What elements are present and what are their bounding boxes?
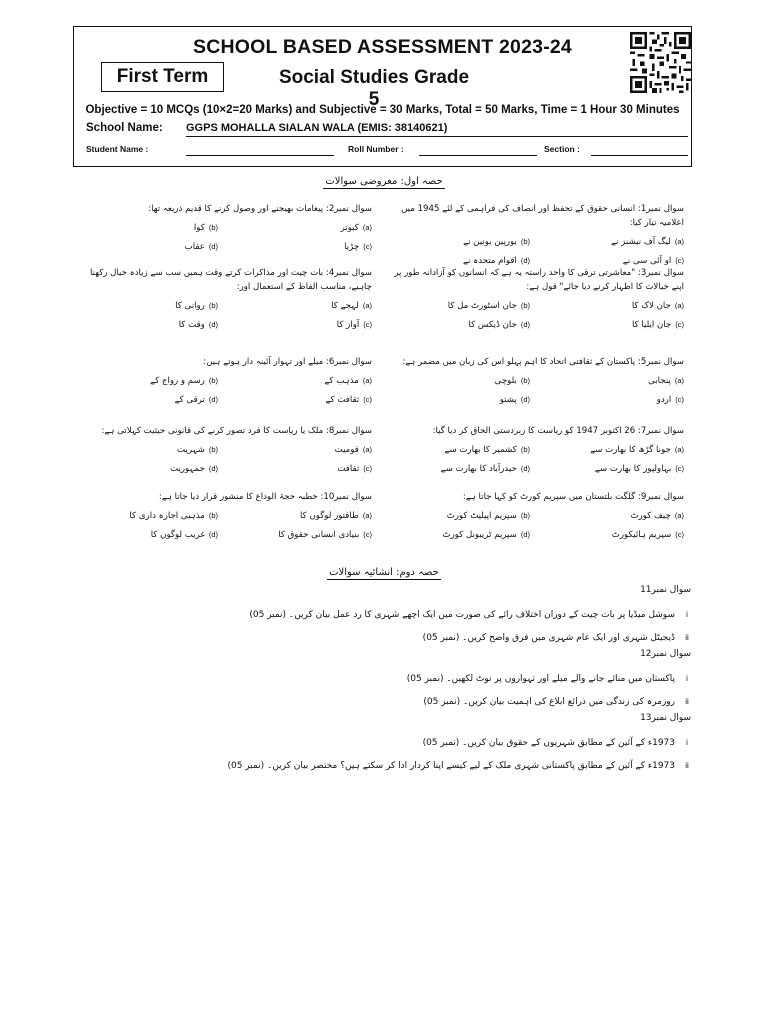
mcq-option[interactable]: (c) آواز کا (336, 320, 372, 330)
subjective-part: ii ڈیجیٹل شہری اور ایک عام شہری میں فرق واضح کریں۔ (نمبر 05) (422, 632, 689, 643)
mcq-option[interactable]: (c) او آئی سی نے (622, 256, 684, 266)
section-2-title: حصہ دوم: انشائیہ سوالات (329, 567, 439, 578)
mcq-option[interactable]: (a) مذہب کے (324, 376, 372, 386)
mcq-option[interactable]: (b) شہریت (177, 445, 218, 455)
mcq-option[interactable]: (c) ثقافت (337, 464, 372, 474)
mcq-question: سوال نمبر1: انسانی حقوق کے تحفظ اور انصاف کی فراہمی کے لئے 1945 میں اعلامیہ تیار کیا: (401, 204, 684, 228)
mcq-6 (72, 355, 372, 407)
mcq-question: سوال نمبر7: 26 اکتوبر 1947 کو ریاست کا زبردستی الحاق کر دیا گیا: (432, 426, 684, 436)
mcq-option[interactable]: (a) لہجے کا (331, 301, 372, 311)
mcq-question: سوال نمبر5: پاکستان کے ثقافتی اتحاد کا اہم پہلو اس کی زبان میں مضمر ہے: (402, 357, 684, 367)
mcq-option[interactable]: (c) چڑیا (344, 242, 372, 252)
mcq-2 (72, 202, 372, 254)
mcq-option[interactable]: (a) لیگ آف نیشنز نے (611, 237, 684, 247)
school-name-value: GGPS MOHALLA SIALAN WALA (EMIS: 38140621) (186, 122, 688, 137)
mcq-option[interactable]: (b) سپریم اپیلیٹ کورٹ (446, 511, 530, 521)
mcq-10 (72, 490, 372, 542)
subjective-question-head: سوال نمبر11 (640, 585, 691, 595)
subjective-part: i 1973ء کے آئین کے مطابق شہریوں کے حقوق بیان کریں۔ (نمبر 05) (422, 737, 688, 748)
mcq-option[interactable]: (d) غریب لوگوں کا (150, 530, 218, 540)
mcq-option[interactable]: (b) رسم و رواج کے (150, 376, 218, 386)
mcq-option[interactable]: (a) جان لاک کا (631, 301, 684, 311)
mcq-option[interactable]: (b) مذہبی اجارہ داری کا (129, 511, 218, 521)
exam-title: SCHOOL BASED ASSESSMENT 2023-24 (193, 36, 572, 58)
mcq-option[interactable]: (b) روانی کا (175, 301, 218, 311)
mcq-option[interactable]: (a) جونا گڑھ کا بھارت سے (590, 445, 684, 455)
mcq-option[interactable]: (d) اقوام متحدہ نے (463, 256, 530, 266)
student-name-label: Student Name : (86, 144, 149, 154)
mcq-option[interactable]: (b) جان اسٹورٹ مل کا (447, 301, 530, 311)
section-field[interactable] (591, 155, 688, 156)
school-name-label: School Name: (86, 122, 163, 134)
subjective-part: i سوشل میڈیا پر بات چیت کے دوران اختلاف رائے کی صورت میں ایک اچھے شہری کا رد عمل بیان کریں۔ (نمبر 05) (249, 609, 688, 620)
mcq-option[interactable]: (c) اردو (656, 395, 684, 405)
mcq-option[interactable]: (d) ترقی کے (174, 395, 218, 405)
mcq-option[interactable]: (b) بلوچی (494, 376, 530, 386)
mcq-option[interactable]: (d) جمہوریت (170, 464, 218, 474)
mcq-option[interactable]: (c) بنیادی انسانی حقوق کا (278, 530, 372, 540)
mcq-question: سوال نمبر6: میلے اور تہوار آئینہ دار ہوتے ہیں: (203, 357, 372, 367)
mcq-option[interactable]: (d) جان ڈیکس کا (468, 320, 530, 330)
mcq-9 (384, 490, 684, 542)
mcq-option[interactable]: (b) کوا (193, 223, 218, 233)
mcq-4 (72, 266, 372, 332)
mcq-option[interactable]: (c) سپریم ہائیکورٹ (611, 530, 684, 540)
mcq-8 (72, 424, 372, 476)
mcq-option[interactable]: (a) قومیت (334, 445, 372, 455)
mcq-question: سوال نمبر9: گلگت بلتستان میں سپریم کورٹ کو کہا جاتا ہے: (462, 492, 684, 502)
mcq-option[interactable]: (d) عقاب (184, 242, 218, 252)
mcq-option[interactable]: (d) حیدرآباد کا بھارت سے (440, 464, 530, 474)
exam-header (73, 26, 692, 167)
section-label: Section : (544, 144, 580, 154)
mcq-option[interactable]: (a) پنجابی (648, 376, 684, 386)
mcq-option[interactable]: (d) وقت کا (178, 320, 218, 330)
mcq-option[interactable]: (b) کشمیر کا بھارت سے (444, 445, 530, 455)
roll-number-field[interactable] (419, 155, 537, 156)
mcq-option[interactable]: (c) جان ایلیا کا (631, 320, 684, 330)
marks-distribution: Objective = 10 MCQs (10×2=20 Marks) and Subjective = 30 Marks, Total = 50 Marks, Time = 1 Hour 30 Minutes (85, 104, 680, 116)
mcq-option[interactable]: (d) سپریم ٹریبونل کورٹ (442, 530, 530, 540)
section-1-title: حصہ اول: معروضی سوالات (325, 176, 443, 187)
mcq-option[interactable]: (a) چیف کورٹ (630, 511, 684, 521)
mcq-option[interactable]: (c) ثقافت کے (325, 395, 372, 405)
mcq-option[interactable]: (d) پشتو (499, 395, 530, 405)
subject-title: Social Studies Grade 5 (278, 67, 470, 110)
student-info-row (86, 144, 688, 158)
mcq-question: سوال نمبر4: بات چیت اور مذاکرات کرتے وقت ہمیں سب سے زیادہ خیال رکھنا چاہیے، مناسب الفاظ کے استعمال اور: (90, 268, 372, 292)
mcq-5 (384, 355, 684, 407)
mcq-option[interactable]: (b) یورپین یونین نے (463, 237, 530, 247)
subjective-part: i پاکستان میں منائے جانے والے میلے اور تہواروں پر نوٹ لکھیں۔ (نمبر 05) (406, 673, 688, 684)
subjective-questions (71, 585, 691, 777)
mcq-question: سوال نمبر8: ملک یا ریاست کا فرد تصور کرنے کی قانونی حیثیت کہلاتی ہے: (101, 426, 372, 436)
mcq-3 (384, 266, 684, 332)
subjective-part: ii روزمرہ کی زندگی میں ذرائع ابلاغ کی اہمیت بیان کریں۔ (نمبر 05) (423, 696, 689, 707)
qr-code-icon (630, 32, 691, 93)
mcq-question: سوال نمبر10: خطبہ حجۃ الوداع کا منشور قرار دیا جاتا ہے: (158, 492, 372, 502)
mcq-7 (384, 424, 684, 476)
mcq-option[interactable]: (c) بہاولپور کا بھارت سے (594, 464, 684, 474)
term-badge: First Term (101, 62, 224, 92)
subjective-part: ii 1973ء کے آئین کے مطابق پاکستانی شہری ملک کے لیے کیسے اپنا کردار ادا کر سکتے ہیں؟ مختصر بیان کریں۔ (نمبر 05) (227, 760, 689, 771)
mcq-question: سوال نمبر2: پیغامات بھیجنے اور وصول کرنے کا قدیم ذریعہ تھا: (148, 204, 372, 214)
mcq-question: سوال نمبر3: "معاشرتی ترقی کا واحد راستہ یہ ہے کہ انسانوں کو آزادانہ طور پر اپنے خیالات کا اظہار کرنے دیا جائے" قول ہے: (394, 268, 684, 292)
subjective-question-head: سوال نمبر13 (640, 713, 691, 723)
roll-number-label: Roll Number : (348, 144, 404, 154)
student-name-field[interactable] (186, 155, 334, 156)
subjective-question-head: سوال نمبر12 (640, 649, 691, 659)
mcq-option[interactable]: (a) طاقتور لوگوں کا (300, 511, 372, 521)
mcq-1 (384, 202, 684, 268)
mcq-option[interactable]: (a) کبوتر (340, 223, 372, 233)
